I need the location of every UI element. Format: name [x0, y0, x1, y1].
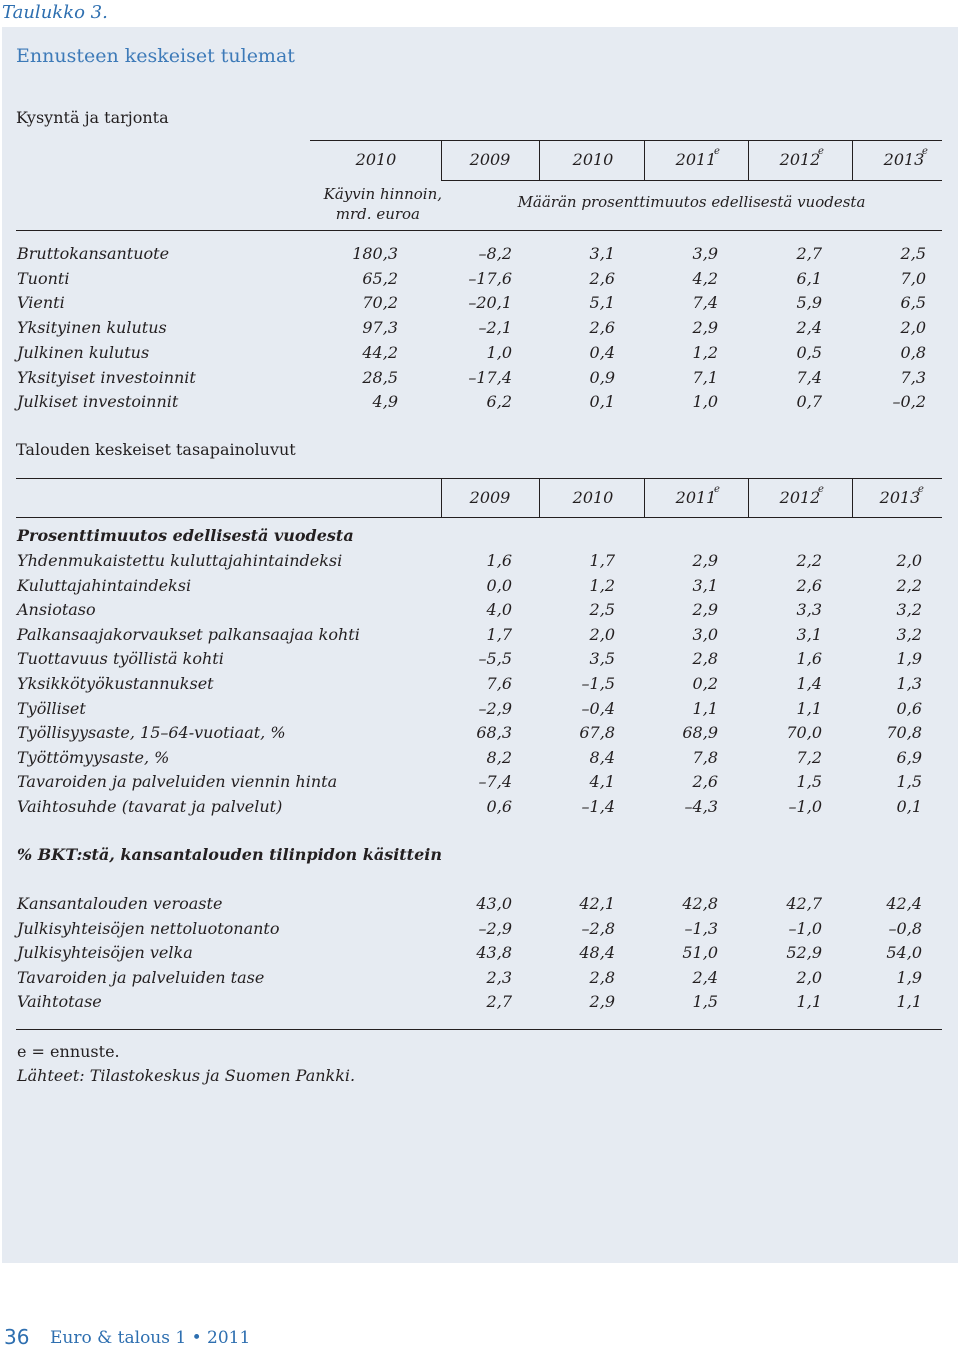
table-cell: 1,0: [692, 392, 718, 412]
table-cell: 2,6: [796, 575, 822, 595]
table-cell: 1,9: [896, 967, 922, 987]
table-cell: 2,9: [692, 551, 718, 570]
table-cell: 3,1: [796, 624, 822, 644]
table-cell: 3,5: [589, 649, 615, 669]
sources-note: Lähteet: Tilastokeskus ja Suomen Pankki.: [17, 1066, 356, 1085]
table-cell: 68,3: [476, 723, 512, 743]
header-top-rule: [310, 140, 942, 141]
table-cell: 70,0: [786, 723, 822, 743]
row-label: Yksityiset investoinnit: [17, 367, 196, 387]
table-cell: 43,0: [476, 894, 512, 913]
table-cell: 2,6: [692, 772, 718, 792]
table-cell: 2,6: [589, 268, 615, 288]
table-cell: 65,2: [362, 268, 398, 288]
column-header: 2009: [469, 488, 511, 507]
table-cell: 68,9: [682, 723, 718, 743]
table-cell: –4,3: [684, 797, 718, 816]
table-cell: 1,1: [692, 698, 718, 718]
table-cell: 1,9: [896, 649, 922, 669]
estimate-marker: e: [918, 484, 924, 495]
row-label: Vienti: [17, 293, 65, 313]
table-cell: 0,8: [900, 342, 926, 362]
table-cell: 7,6: [486, 674, 512, 693]
table-cell: 3,2: [896, 600, 922, 620]
table-cell: 3,1: [589, 244, 615, 263]
row-label: Yhdenmukaistettu kuluttajahintaindeksi: [17, 551, 343, 570]
table-cell: 52,9: [786, 943, 822, 963]
table-cell: 2,0: [896, 551, 922, 570]
row-label: Työlliset: [17, 698, 86, 718]
table-cell: 43,8: [476, 943, 512, 963]
table-cell: 1,5: [796, 772, 822, 792]
row-label: Bruttokansantuote: [17, 244, 170, 263]
table-cell: 4,1: [589, 772, 615, 792]
table-cell: 2,0: [796, 967, 822, 987]
row-label: Julkisyhteisöjen nettoluotonanto: [17, 918, 280, 938]
estimate-marker: e: [922, 146, 928, 157]
table-cell: 6,2: [486, 392, 512, 412]
table-cell: –1,3: [684, 918, 718, 938]
table-cell: 2,9: [589, 992, 615, 1012]
table-cell: 2,3: [486, 967, 512, 987]
table-cell: 3,1: [692, 575, 718, 595]
estimate-marker: e: [714, 146, 720, 157]
table-cell: 1,1: [796, 992, 822, 1012]
header-mid-rule: [441, 180, 942, 181]
table-cell: 1,2: [589, 575, 615, 595]
table-cell: 2,8: [692, 649, 718, 669]
table-cell: 4,9: [372, 392, 398, 412]
table-cell: 0,9: [589, 367, 615, 387]
table-cell: 2,5: [589, 600, 615, 620]
column-divider: [539, 479, 540, 517]
row-label: Työllisyysaste, 15–64-vuotiaat, %: [17, 723, 286, 743]
column-divider: [441, 141, 442, 181]
row-label: Kansantalouden veroaste: [17, 894, 223, 913]
table-cell: 2,2: [796, 551, 822, 570]
table-cell: 1,2: [692, 342, 718, 362]
table-cell: –17,4: [468, 367, 512, 387]
units-label: Käyvin hinnoin,: [323, 185, 442, 203]
row-label: Tavaroiden ja palveluiden tase: [17, 967, 265, 987]
row-label: Palkansaajakorvaukset palkansaajaa kohti: [17, 624, 360, 644]
table-cell: –5,5: [478, 649, 512, 669]
footnote: e = ennuste.: [17, 1042, 120, 1061]
column-divider: [852, 141, 853, 181]
table-cell: 2,6: [589, 318, 615, 338]
column-divider: [644, 141, 645, 181]
table-cell: 0,1: [589, 392, 615, 412]
table-cell: 2,9: [692, 318, 718, 338]
column-header: 2010: [572, 488, 614, 507]
row-label: Tuonti: [17, 268, 70, 288]
table-cell: 2,9: [692, 600, 718, 620]
table-cell: 67,8: [579, 723, 615, 743]
column-divider: [539, 141, 540, 181]
table-cell: 1,1: [796, 698, 822, 718]
column-divider: [644, 479, 645, 517]
row-label: Julkisyhteisöjen velka: [17, 943, 193, 963]
table-cell: –1,5: [581, 674, 615, 693]
table-cell: 1,7: [589, 551, 615, 570]
table-cell: 1,6: [796, 649, 822, 669]
column-header: 2011: [675, 488, 717, 507]
table-cell: 97,3: [362, 318, 398, 338]
table-cell: –20,1: [468, 293, 512, 313]
table-cell: 4,0: [486, 600, 512, 620]
table-cell: 1,4: [796, 674, 822, 693]
table-cell: 0,0: [486, 575, 512, 595]
section-title-demand-supply: Kysyntä ja tarjonta: [16, 108, 169, 127]
table-cell: 2,8: [589, 967, 615, 987]
table-label: Taulukko 3.: [2, 2, 108, 23]
column-header: 2009: [469, 150, 511, 169]
table-cell: 1,5: [692, 992, 718, 1012]
table-cell: 51,0: [682, 943, 718, 963]
table-cell: 3,3: [796, 600, 822, 620]
row-label: Tavaroiden ja palveluiden viennin hinta: [17, 772, 338, 792]
table-cell: –2,9: [478, 698, 512, 718]
column-header: 2010: [572, 150, 614, 169]
estimate-marker: e: [818, 484, 824, 495]
table-cell: 0,6: [896, 698, 922, 718]
table-cell: 6,9: [896, 747, 922, 767]
column-divider: [748, 141, 749, 181]
table-cell: 0,5: [796, 342, 822, 362]
table-cell: 8,2: [486, 747, 512, 767]
table-cell: –1,0: [788, 797, 822, 816]
table-cell: 5,9: [796, 293, 822, 313]
table-cell: 7,4: [796, 367, 822, 387]
group-title: % BKT:stä, kansantalouden tilinpidon käsittein: [17, 845, 442, 864]
table-cell: 44,2: [362, 342, 398, 362]
table-cell: 8,4: [589, 747, 615, 767]
table-cell: 7,1: [692, 367, 718, 387]
table-cell: 42,7: [786, 894, 822, 913]
table-cell: 2,0: [900, 318, 926, 338]
table-cell: 1,5: [896, 772, 922, 792]
table-cell: 2,4: [796, 318, 822, 338]
column-header: 2013: [879, 488, 921, 507]
estimate-marker: e: [714, 484, 720, 495]
estimate-marker: e: [818, 146, 824, 157]
table-cell: 0,6: [486, 797, 512, 816]
table-cell: 5,1: [589, 293, 615, 313]
header-bottom-rule: [16, 230, 942, 231]
table-cell: 70,2: [362, 293, 398, 313]
section-title-balance: Talouden keskeiset tasapainoluvut: [16, 440, 296, 459]
table-cell: 180,3: [352, 244, 398, 263]
table-cell: 7,2: [796, 747, 822, 767]
row-label: Yksityinen kulutus: [17, 318, 167, 338]
table-cell: 2,7: [486, 992, 512, 1012]
row-label: Yksikkötyökustannukset: [17, 674, 214, 693]
table-cell: –2,8: [581, 918, 615, 938]
publication-footer: Euro & talous 1 • 2011: [50, 1328, 251, 1348]
table-cell: –0,4: [581, 698, 615, 718]
column-header: 2010: [355, 150, 397, 169]
table-cell: 7,4: [692, 293, 718, 313]
column-divider: [852, 479, 853, 517]
table-cell: 70,8: [886, 723, 922, 743]
table-cell: 6,5: [900, 293, 926, 313]
table-cell: 1,0: [486, 342, 512, 362]
table-cell: 7,8: [692, 747, 718, 767]
table-cell: –8,2: [478, 244, 512, 263]
table-cell: 2,5: [900, 244, 926, 263]
table-cell: –1,0: [788, 918, 822, 938]
table-cell: –0,2: [892, 392, 926, 412]
table-cell: –0,8: [888, 918, 922, 938]
page-title: Ennusteen keskeiset tulemat: [16, 45, 295, 67]
table-cell: –2,9: [478, 918, 512, 938]
row-label: Kuluttajahintaindeksi: [17, 575, 192, 595]
table-cell: 1,6: [486, 551, 512, 570]
table-cell: 28,5: [362, 367, 398, 387]
row-label: Tuottavuus työllistä kohti: [17, 649, 224, 669]
table-cell: 2,4: [692, 967, 718, 987]
table-cell: –2,1: [478, 318, 512, 338]
table-bottom-rule: [16, 1029, 942, 1030]
table-cell: 7,3: [900, 367, 926, 387]
table-cell: 42,4: [886, 894, 922, 913]
table-cell: 0,1: [896, 797, 922, 816]
table-cell: 1,7: [486, 624, 512, 644]
row-label: Työttömyysaste, %: [17, 747, 170, 767]
table-cell: 0,7: [796, 392, 822, 412]
table-cell: 42,1: [579, 894, 615, 913]
row-label: Ansiotaso: [17, 600, 96, 620]
page-number: 36: [4, 1325, 30, 1349]
table-cell: 1,3: [896, 674, 922, 693]
table-cell: 2,0: [589, 624, 615, 644]
column-header: 2012: [779, 488, 821, 507]
table-cell: 7,0: [900, 268, 926, 288]
row-label: Vaihtosuhde (tavarat ja palvelut): [17, 797, 283, 816]
table-cell: 0,2: [692, 674, 718, 693]
units-label: mrd. euroa: [335, 205, 420, 223]
table-cell: 0,4: [589, 342, 615, 362]
column-header: 2011: [675, 150, 717, 169]
change-label: Määrän prosenttimuutos edellisestä vuodesta: [517, 193, 866, 211]
row-label: Julkiset investoinnit: [17, 392, 179, 412]
row-label: Vaihtotase: [17, 992, 102, 1012]
table-cell: 54,0: [886, 943, 922, 963]
column-divider: [748, 479, 749, 517]
column-divider: [441, 479, 442, 517]
header-top-rule: [16, 478, 942, 479]
row-label: Julkinen kulutus: [17, 342, 150, 362]
column-header: 2013: [883, 150, 925, 169]
table-cell: –17,6: [468, 268, 512, 288]
table-cell: –7,4: [478, 772, 512, 792]
table-cell: –1,4: [581, 797, 615, 816]
table-cell: 6,1: [796, 268, 822, 288]
header-bottom-rule: [16, 517, 942, 518]
column-header: 2012: [779, 150, 821, 169]
table-cell: 4,2: [692, 268, 718, 288]
table-cell: 2,7: [796, 244, 822, 263]
group-title: Prosenttimuutos edellisestä vuodesta: [17, 526, 354, 545]
table-cell: 3,9: [692, 244, 718, 263]
table-cell: 2,2: [896, 575, 922, 595]
table-cell: 3,0: [692, 624, 718, 644]
table-cell: 48,4: [579, 943, 615, 963]
table-cell: 42,8: [682, 894, 718, 913]
table-cell: 3,2: [896, 624, 922, 644]
table-cell: 1,1: [896, 992, 922, 1012]
